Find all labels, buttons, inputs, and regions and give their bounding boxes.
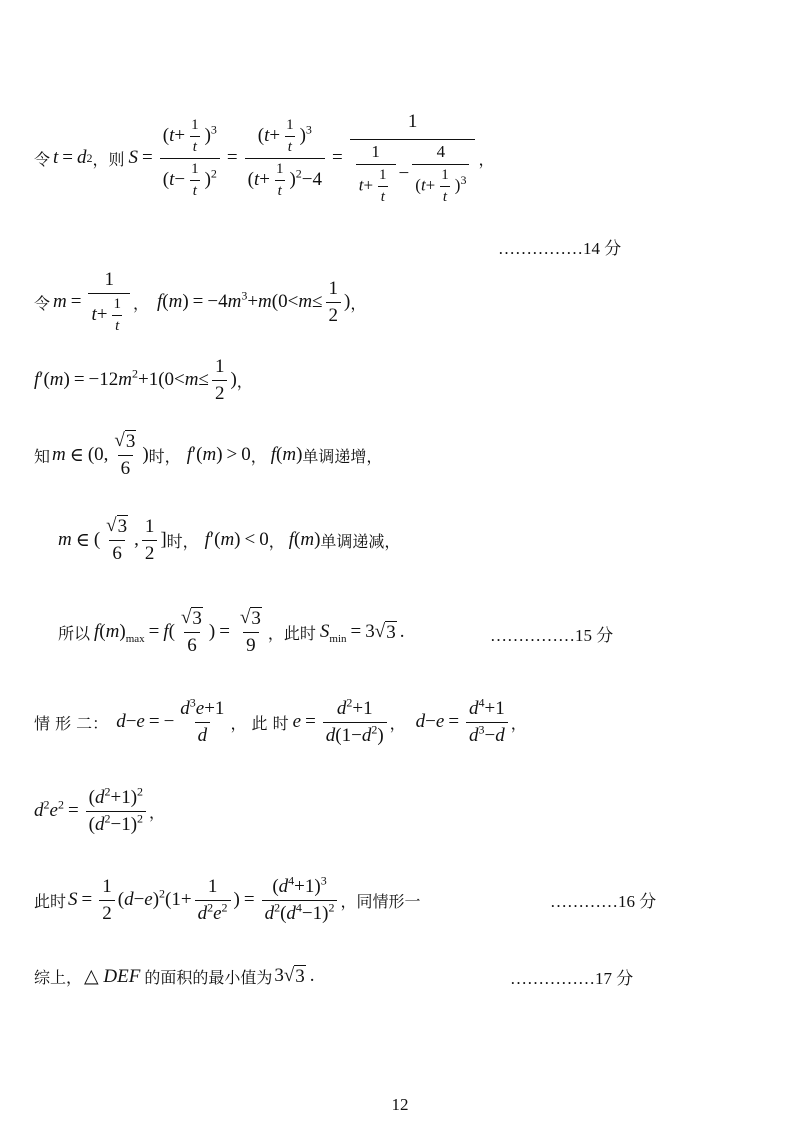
text-cishi-2: ， 此 时 (230, 713, 289, 733)
line-de-squared: $d^2e^2$ = $\frac{(d^2+1)^2}{(d^2-1)^2}$ ， (34, 784, 166, 835)
text-case-two: 情 形 二： (34, 713, 109, 733)
line-substitution-m: 令 m = 1 t+ $\frac{1}{t}$ ， $f(m) = -4m^3+m(0<m\le$ $\frac{1}{2}$ ) ， (34, 269, 367, 334)
line-derivative: $f'(m) = -12m^2+1(0<m\le$ $\frac{1}{2}$ ) ， (34, 355, 253, 404)
text-period-1: . (399, 621, 405, 642)
text-zongshang: 综上， (34, 967, 83, 987)
text-same-as-case-one: ，同情形一 (340, 891, 421, 911)
text-period-2: . (309, 965, 315, 986)
text-comma-5: ， (250, 446, 267, 466)
line-conclusion: 综上， △ DEF 的面积的最小值为 3√ 3 . (34, 964, 315, 987)
score-17: ……………17 分 (510, 969, 634, 988)
text-comma-6: ， (268, 531, 285, 551)
text-comma-9: ， (149, 802, 166, 822)
text-shi-1: 时， (148, 446, 181, 466)
text-comma-7: ， (389, 713, 406, 733)
text-ling-2: 令 (34, 293, 51, 313)
text-mianji: 的面积的最小值为 (144, 967, 273, 987)
fraction-s-3: 1 1 t+ $\frac{1}{t}$ − 4 (t+ $\frac{1}{t}$ )$^3$ (350, 111, 476, 206)
text-suoyi: 所以 (58, 623, 91, 643)
line-case-two: 情 形 二： d−e = − $\frac{d^3e+1}{d}$ ， 此 时 e = $\frac{d^2+1}{d(1-d^2)}$ ， d−e = $\frac{d^4+1}{d^3-d}$ ， (34, 695, 527, 746)
text-comma-4: ， (236, 371, 253, 391)
line-decreasing: m ∈ ( √ 3 6 , $\frac{1}{2}$ ] 时， f′(m) < 0 ， f(m) 单调递减， (58, 515, 401, 564)
text-comma-2: ， (132, 293, 149, 313)
line-maximum: 所以 $f(m)_{max}$ = f ( √ 3 6 ) = √ 3 9 ，此时 $S_{min}$ = 3√ 3 . (58, 607, 405, 656)
page-number: 12 (391, 1095, 409, 1114)
text-cishi-3: 此时 (34, 891, 67, 911)
line-increasing: 知 m ∈ (0, √ 3 6 ) 时， f′(m) > 0 ， f(m) 单调递增， (34, 430, 383, 479)
score-15: ……………15 分 (490, 626, 614, 645)
score-14: ……………14 分 (498, 239, 622, 258)
text-cishi-1: ，此时 (267, 623, 316, 643)
text-ling: 令 (34, 149, 51, 169)
text-ze: ，则 (92, 149, 125, 169)
line-substitution-t: 令 t = d 2 ，则 S = (t+ $\frac{1}{t}$ )$^3$ (t− $\frac{1}{t}$ )$^2$ = (t+ $\frac{1}{t}$ )$^3$ (t+ $\frac{1}{t}$ )$^2$−4 = 1 1 t+ $\frac{1}{t}$ − 4 (t+ $\frac{1}{t}$ )$^3$ ， (34, 110, 495, 205)
text-zhi: 知 (34, 446, 51, 466)
fraction-s-1: (t+ $\frac{1}{t}$ )$^3$ (t− $\frac{1}{t}$ )$^2$ (160, 117, 220, 200)
fraction-s-2: (t+ $\frac{1}{t}$ )$^3$ (t+ $\frac{1}{t}$ )$^2$−4 (245, 117, 325, 200)
text-decreasing: 单调递减， (320, 531, 401, 551)
text-shi-2: 时， (166, 531, 199, 551)
line-area-case-two: 此时 S = $\frac{1}{2}$ $(d-e)^2(1+$ $\frac{1}{d^2e^2}$ ) = $\frac{(d^4+1)^3}{d^2(d^4-1)^2}$ ，同情形一 (34, 873, 421, 924)
text-comma-8: ， (510, 713, 527, 733)
text-increasing: 单调递增， (302, 446, 383, 466)
text-comma-3: ， (350, 293, 367, 313)
score-16: …………16 分 (550, 892, 657, 911)
text-comma-1: ， (478, 149, 495, 169)
